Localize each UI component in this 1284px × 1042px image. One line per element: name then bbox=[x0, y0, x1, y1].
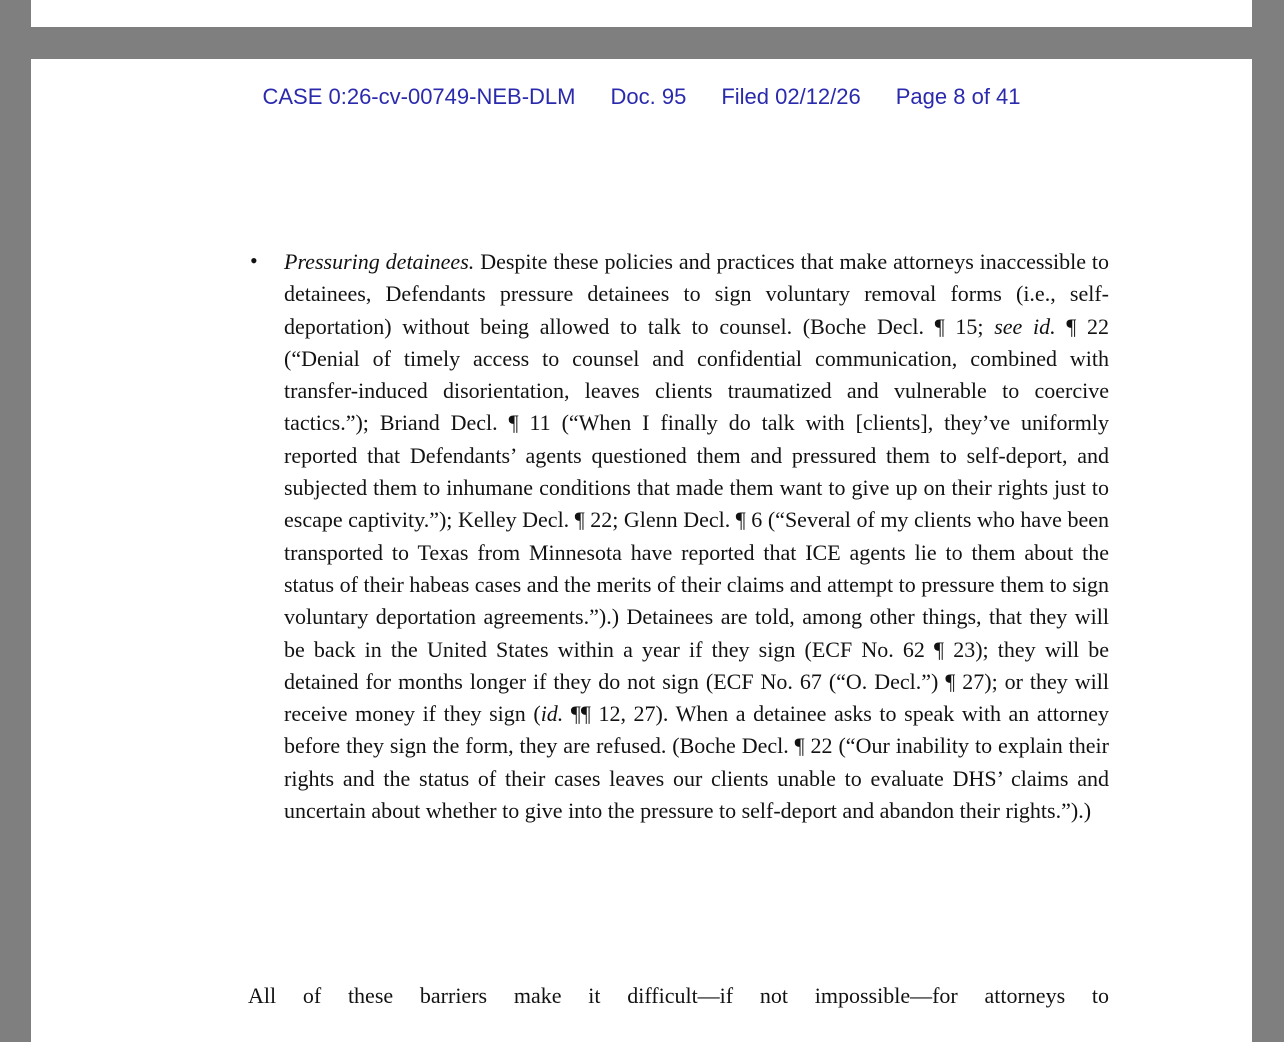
closing-paragraph: All of these barriers make it difficult—if not impossible—for attorneys to bbox=[248, 983, 1109, 1008]
doc-number: Doc. 95 bbox=[610, 84, 687, 109]
bullet-icon: • bbox=[250, 248, 258, 273]
bullet-list-item bbox=[248, 246, 1109, 827]
bullet-paragraph: Pressuring detainees. Despite these policies and practices that make attorneys inaccessible to detainees, Defendants pressure detainees to sign voluntary removal forms (i.e., self-deportation) without being allowed to talk to counsel. (Boche Decl. ¶ 15; see id. ¶ 22 (“Denial of timely access to counsel and confidential communication, combined with transfer-induced disorientation, leaves clients traumatized and vulnerable to coercive tactics.”); Briand Decl. ¶ 11 (“When I finally do talk with [clients], they’ve uniformly reported that Defendants’ agents questioned them and pressured them to self-deport, and subjected them to inhumane conditions that made them want to give up on their rights just to escape captivity.”); Kelley Decl. ¶ 22; Glenn Decl. ¶ 6 (“Several of my clients who have been transported to Texas from Minnesota have reported that ICE agents lie to them about the status of their habeas cases and the merits of their claims and attempt to pressure them to sign voluntary deportation agreements.”).) Detainees are told, among other things, that they will be back in the United States within a year if they sign (ECF No. 62 ¶ 23); they will be detained for months longer if they do not sign (ECF No. 67 (“O. Decl.”) ¶ 27); or they will receive money if they sign (id. ¶¶ 12, 27). When a detainee asks to speak with an attorney before they sign the form, they are refused. (Boche Decl. ¶ 22 (“Our inability to explain their rights and the status of their cases leaves our clients unable to evaluate DHS’ claims and uncertain about whether to give into the pressure to self-deport and abandon their rights.”).) bbox=[284, 249, 1110, 824]
filed-date: Filed 02/12/26 bbox=[721, 84, 861, 109]
ecf-header-stamp bbox=[31, 85, 1252, 109]
previous-page-edge bbox=[31, 0, 1252, 27]
document-page bbox=[31, 59, 1252, 1042]
page-indicator: Page 8 of 41 bbox=[895, 84, 1021, 109]
case-number: CASE 0:26-cv-00749-NEB-DLM bbox=[262, 84, 576, 109]
